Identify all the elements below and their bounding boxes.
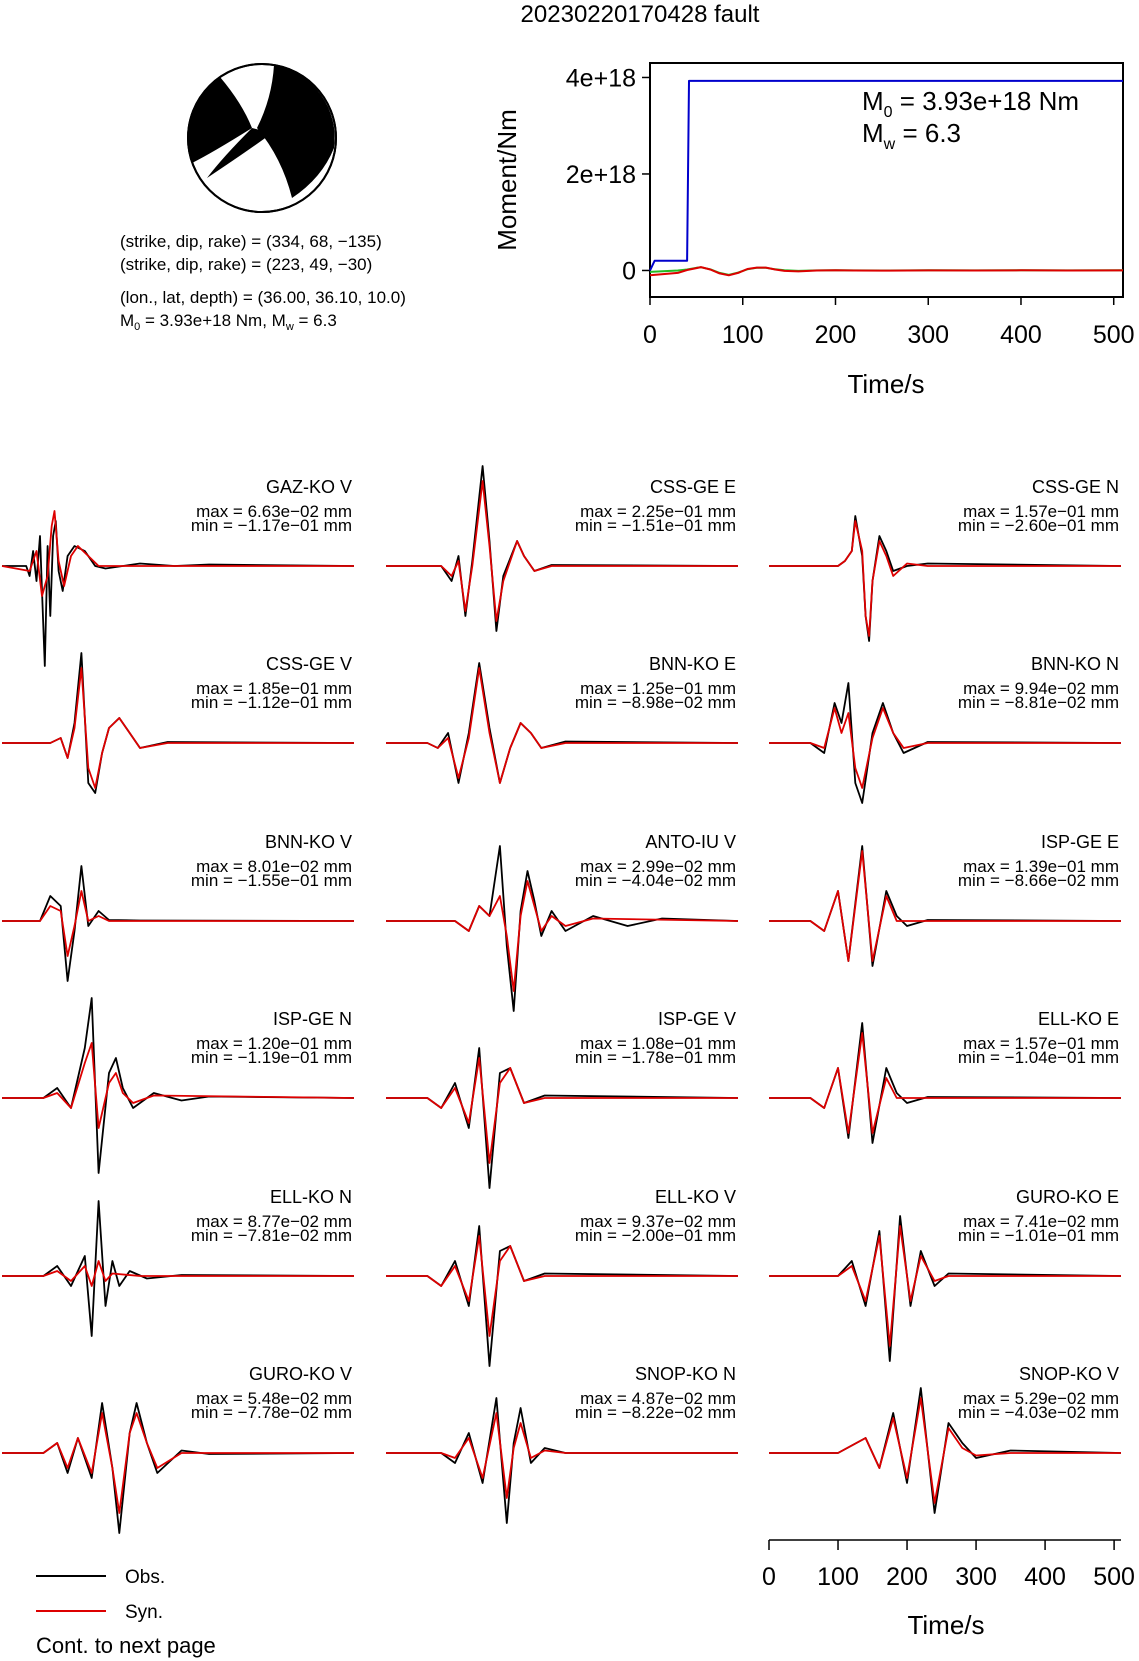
waveform-panel (769, 477, 1121, 641)
min-amplitude-label: min = −1.01e−01 mm (957, 1226, 1119, 1245)
max-amplitude-label: max = 1.57e−01 mm (963, 502, 1119, 521)
max-amplitude-label: max = 6.63e−02 mm (196, 502, 352, 521)
station-label: CSS-GE E (649, 477, 736, 497)
observed-trace (2, 521, 354, 666)
station-label: ANTO-IU V (645, 832, 736, 852)
waveform-panel (2, 653, 354, 793)
station-label: GAZ-KO V (265, 477, 352, 497)
waveform-xtick-label: 100 (817, 1563, 859, 1591)
min-amplitude-label: min = −8.22e−02 mm (574, 1403, 736, 1422)
moment-annotation-m0: $M_0 = 3.93e+18$ Nm (862, 86, 1080, 121)
legend-syn-label: Syn. (125, 1602, 164, 1623)
waveform-panel (2, 832, 354, 981)
waveform-panel (2, 477, 354, 666)
min-amplitude-label: min = −1.12e−01 mm (190, 693, 352, 712)
min-amplitude-label: min = −8.66e−02 mm (957, 871, 1119, 890)
waveform-panel (769, 832, 1121, 966)
waveform-panel (769, 654, 1121, 803)
max-amplitude-label: max = 2.25e−01 mm (580, 502, 736, 521)
moment-xtick-label: 400 (1000, 321, 1042, 349)
moment-xtick-label: 0 (643, 321, 657, 349)
moment-rate-plot (492, 63, 1135, 399)
max-amplitude-label: max = 7.41e−02 mm (963, 1212, 1119, 1231)
station-label: ISP-GE N (272, 1009, 352, 1029)
moment-annotation-mw: $M_w = 6.3$ (862, 118, 962, 153)
moment-ytick-label: 4e+18 (565, 64, 636, 93)
figure-title: 20230220170428 fault (520, 1, 760, 28)
footer-note: Cont. to next page (36, 1633, 216, 1658)
min-amplitude-label: min = −2.00e−01 mm (574, 1226, 736, 1245)
station-label: ISP-GE V (657, 1009, 736, 1029)
station-label: SNOP-KO N (634, 1364, 736, 1384)
min-amplitude-label: min = −1.17e−01 mm (190, 516, 352, 535)
max-amplitude-label: max = 2.99e−02 mm (580, 857, 736, 876)
synthetic-trace (386, 881, 738, 991)
min-amplitude-label: min = −8.81e−02 mm (957, 693, 1119, 712)
station-label: SNOP-KO V (1018, 1364, 1119, 1384)
mechanism-moment: $M_0 = 3.93e+18$ Nm, $M_w = 6.3$ (120, 311, 337, 333)
legend (36, 1567, 165, 1623)
station-label: ISP-GE E (1040, 832, 1119, 852)
station-label: BNN-KO E (648, 654, 736, 674)
station-label: GURO-KO V (248, 1364, 352, 1384)
mechanism-plane2: (strike, dip, rake) = (223, 49, −30) (120, 255, 373, 274)
mechanism-location: (lon., lat, depth) = (36.00, 36.10, 10.0) (120, 288, 406, 307)
waveform-panel (769, 1009, 1121, 1143)
station-label: CSS-GE N (1031, 477, 1119, 497)
max-amplitude-label: max = 1.08e−01 mm (580, 1034, 736, 1053)
max-amplitude-label: max = 1.85e−01 mm (196, 679, 352, 698)
station-label: BNN-KO N (1030, 654, 1119, 674)
waveform-panel (386, 1364, 738, 1523)
min-amplitude-label: min = −1.04e−01 mm (957, 1048, 1119, 1067)
max-amplitude-label: max = 9.94e−02 mm (963, 679, 1119, 698)
max-amplitude-label: max = 4.87e−02 mm (580, 1389, 736, 1408)
min-amplitude-label: min = −4.03e−02 mm (957, 1403, 1119, 1422)
max-amplitude-label: max = 1.20e−01 mm (196, 1034, 352, 1053)
moment-ytick-label: 0 (622, 257, 636, 286)
min-amplitude-label: min = −7.81e−02 mm (190, 1226, 352, 1245)
station-label: CSS-GE V (265, 654, 352, 674)
min-amplitude-label: min = −1.19e−01 mm (190, 1048, 352, 1067)
waveform-xtick-label: 400 (1024, 1563, 1066, 1591)
mechanism-plane1: (strike, dip, rake) = (334, 68, −135) (120, 232, 382, 251)
station-label: BNN-KO V (264, 832, 352, 852)
waveform-panel (386, 1187, 738, 1366)
min-amplitude-label: min = −1.51e−01 mm (574, 516, 736, 535)
max-amplitude-label: max = 1.25e−01 mm (580, 679, 736, 698)
observed-trace (2, 1403, 354, 1533)
min-amplitude-label: min = −2.60e−01 mm (957, 516, 1119, 535)
moment-xtick-label: 200 (814, 321, 857, 349)
waveform-xtick-label: 0 (762, 1563, 776, 1591)
waveform-time-axis (762, 1540, 1135, 1640)
station-label: ELL-KO E (1037, 1009, 1119, 1029)
min-amplitude-label: min = −4.04e−02 mm (574, 871, 736, 890)
observed-trace (2, 653, 354, 793)
legend-obs-label: Obs. (125, 1567, 166, 1588)
moment-xlabel: Time/s (847, 369, 925, 399)
synthetic-trace (769, 708, 1121, 788)
waveform-xtick-label: 200 (886, 1563, 928, 1591)
waveform-panel (386, 832, 738, 1011)
waveform-panel (2, 998, 354, 1173)
beachball-icon (188, 64, 336, 212)
waveform-panel (769, 1187, 1121, 1361)
moment-xtick-label: 100 (721, 321, 764, 349)
observed-trace (386, 1048, 738, 1188)
max-amplitude-label: max = 8.77e−02 mm (196, 1212, 352, 1231)
min-amplitude-label: min = −7.78e−02 mm (190, 1403, 352, 1422)
waveform-panel (386, 466, 738, 631)
synthetic-trace (386, 1058, 738, 1163)
max-amplitude-label: max = 5.48e−02 mm (196, 1389, 352, 1408)
synthetic-trace (386, 1413, 738, 1498)
moment-rate-red-line (650, 267, 1123, 275)
synthetic-trace (2, 1413, 354, 1513)
observed-trace (386, 1226, 738, 1366)
max-amplitude-label: max = 1.39e−01 mm (963, 857, 1119, 876)
moment-xtick-label: 300 (907, 321, 950, 349)
min-amplitude-label: min = −1.78e−01 mm (574, 1048, 736, 1067)
waveform-panel (2, 1364, 354, 1533)
station-label: ELL-KO V (654, 1187, 736, 1207)
waveform-xtick-label: 500 (1093, 1563, 1135, 1591)
station-label: ELL-KO N (269, 1187, 352, 1207)
waveform-xtick-label: 300 (955, 1563, 997, 1591)
synthetic-trace (769, 521, 1121, 636)
moment-xtick-label: 500 (1092, 321, 1135, 349)
max-amplitude-label: max = 1.57e−01 mm (963, 1034, 1119, 1053)
synthetic-trace (386, 1236, 738, 1336)
waveform-panel (386, 654, 738, 783)
waveform-panel (769, 1364, 1121, 1513)
waveform-panels (2, 466, 1121, 1533)
min-amplitude-label: min = −1.55e−01 mm (190, 871, 352, 890)
min-amplitude-label: min = −8.98e−02 mm (574, 693, 736, 712)
waveform-panel (386, 1009, 738, 1188)
max-amplitude-label: max = 9.37e−02 mm (580, 1212, 736, 1231)
moment-ylabel: Moment/Nm (492, 109, 522, 251)
max-amplitude-label: max = 5.29e−02 mm (963, 1389, 1119, 1408)
waveform-xlabel: Time/s (907, 1610, 985, 1640)
station-label: GURO-KO E (1015, 1187, 1119, 1207)
waveform-panel (2, 1187, 354, 1336)
synthetic-trace (2, 1261, 354, 1286)
max-amplitude-label: max = 8.01e−02 mm (196, 857, 352, 876)
moment-ytick-label: 2e+18 (565, 160, 636, 189)
